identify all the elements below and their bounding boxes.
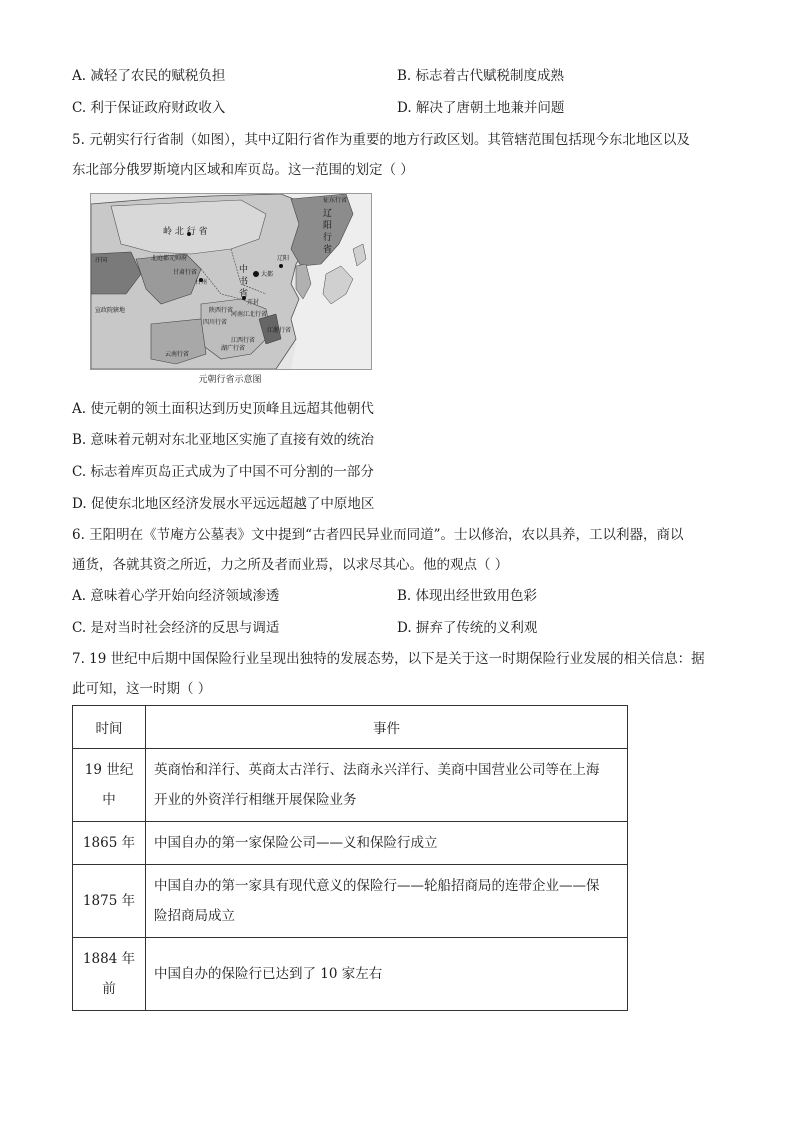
map-label-dadu: 大都 (261, 271, 274, 278)
time-line: 1875 年 (82, 893, 136, 909)
q6-option-d: D. 摒弃了传统的义利观 (397, 620, 538, 636)
event-line: 中国自办的第一家保险公司——义和保险行成立 (154, 835, 438, 851)
q6-option-a: A. 意味着心学开始向经济领域渗透 (72, 588, 280, 604)
time-line: 1865 年 (82, 835, 136, 851)
table-row (73, 865, 628, 938)
map-label-huguang: 湖广行省 (221, 345, 246, 352)
map-label-henan: 河南江北行省 (231, 311, 268, 318)
table-row (73, 822, 628, 865)
map-label-zhongshu-3: 省 (239, 289, 249, 299)
event-line: 险招商局成立 (154, 908, 235, 924)
q7-stem-line2: 此可知，这一时期（ ） (72, 681, 212, 697)
map-caption: 元朝行省示意图 (198, 375, 262, 385)
map-label-left-edge: 汗国 (95, 257, 108, 264)
time-line: 中 (102, 792, 116, 808)
q5-option-b: B. 意味着元朝对东北亚地区实施了直接有效的统治 (72, 432, 375, 448)
table-cell-event (146, 822, 628, 865)
table-header-row (73, 706, 628, 749)
q5-option-a: A. 使元朝的领土面积达到历史顶峰且远超其他朝代 (72, 401, 374, 417)
q5-stem-line1: 5. 元朝实行行省制（如图），其中辽阳行省作为重要的地方行政区划。其管辖范围包括现今东北地区以及 (72, 132, 690, 148)
event-line: 中国自办的保险行已达到了 10 家左右 (154, 966, 383, 982)
map-label-sichuan: 四川行省 (203, 319, 228, 326)
q4-option-b: B. 标志着古代赋税制度成熟 (397, 68, 565, 84)
table-cell-time (73, 822, 146, 865)
q4-option-c: C. 利于保证政府财政收入 (72, 100, 226, 116)
q5-option-d: D. 促使东北地区经济发展水平远远超越了中原地区 (72, 496, 375, 512)
event-line: 英商怡和洋行、英商太古洋行、法商永兴洋行、美商中国营业公司等在上海 (154, 762, 600, 778)
map-label-liaoyang-2: 阳 (323, 221, 333, 231)
q5-option-c: C. 标志着库页岛正式成为了中国不可分割的一部分 (72, 464, 374, 480)
map-label-liaoyang-3: 行 (323, 233, 333, 243)
time-line: 1884 年 (82, 951, 136, 967)
map-label-jiangxi: 江西行省 (231, 337, 256, 344)
table-cell-event (146, 938, 628, 1011)
insurance-events-table (72, 705, 628, 1011)
table-cell-time (73, 938, 146, 1011)
q4-option-a: A. 减轻了农民的赋税负担 (72, 68, 226, 84)
table-cell-event (146, 749, 628, 822)
map-drawing (91, 194, 371, 369)
map-label-shaanxi: 陕西行省 (209, 307, 234, 314)
table-header-time: 时间 (73, 706, 146, 749)
table-row (73, 938, 628, 1011)
map-label-ganzhou: 甘州 (195, 279, 208, 286)
q7-stem-line1: 7. 19 世纪中后期中国保险行业呈现出独特的发展态势，以下是关于这一时期保险行业发展的相关信息：据 (72, 651, 705, 667)
table-cell-event (146, 865, 628, 938)
map-label-gansu: 甘肃行省 (173, 269, 198, 276)
table-header-event: 事件 (146, 706, 628, 749)
map-label-yunnan: 云南行省 (165, 351, 190, 358)
table-cell-time (73, 865, 146, 938)
table-cell-time (73, 749, 146, 822)
q4-option-d: D. 解决了唐朝土地兼并问题 (397, 100, 565, 116)
map-label-beiting: 北庭都元帅府 (151, 255, 188, 262)
map-label-zhongshu-2: 书 (239, 277, 249, 287)
map-label-liaoyang-city: 辽阳 (277, 255, 290, 262)
map-label-zhongshu-1: 中 (239, 265, 249, 275)
map-label-top-small: 征东行省 (323, 197, 348, 204)
time-line: 前 (102, 981, 116, 997)
q6-stem-line1: 6. 王阳明在《节庵方公墓表》文中提到“古者四民异业而同道”。士以修治，农以具养，工以利器，商以 (72, 527, 684, 543)
map-label-liaoyang-1: 辽 (323, 209, 333, 219)
map-label-liaoyang-4: 省 (323, 245, 333, 255)
map-label-kaifeng: 开封 (247, 299, 260, 306)
map-label-xuanzheng: 宣政院辖地 (95, 307, 126, 314)
event-line: 开业的外资洋行相继开展保险业务 (154, 792, 357, 808)
yuan-province-map (90, 193, 372, 370)
time-line: 19 世纪 (84, 762, 134, 778)
q5-stem-line2: 东北部分俄罗斯境内区域和库页岛。这一范围的划定（ ） (72, 162, 414, 178)
q6-stem-line2: 通货，各就其资之所近，力之所及者而业焉，以求尽其心。他的观点（ ） (72, 557, 509, 573)
map-label-jiangzhe: 江浙行省 (267, 327, 292, 334)
table-row (73, 749, 628, 822)
map-label-lingbei: 岭 北 行 省 (163, 227, 208, 237)
event-line: 中国自办的第一家具有现代意义的保险行——轮船招商局的连带企业——保 (154, 878, 600, 894)
q6-option-b: B. 体现出经世致用色彩 (397, 588, 538, 604)
q6-option-c: C. 是对当时社会经济的反思与调适 (72, 620, 280, 636)
